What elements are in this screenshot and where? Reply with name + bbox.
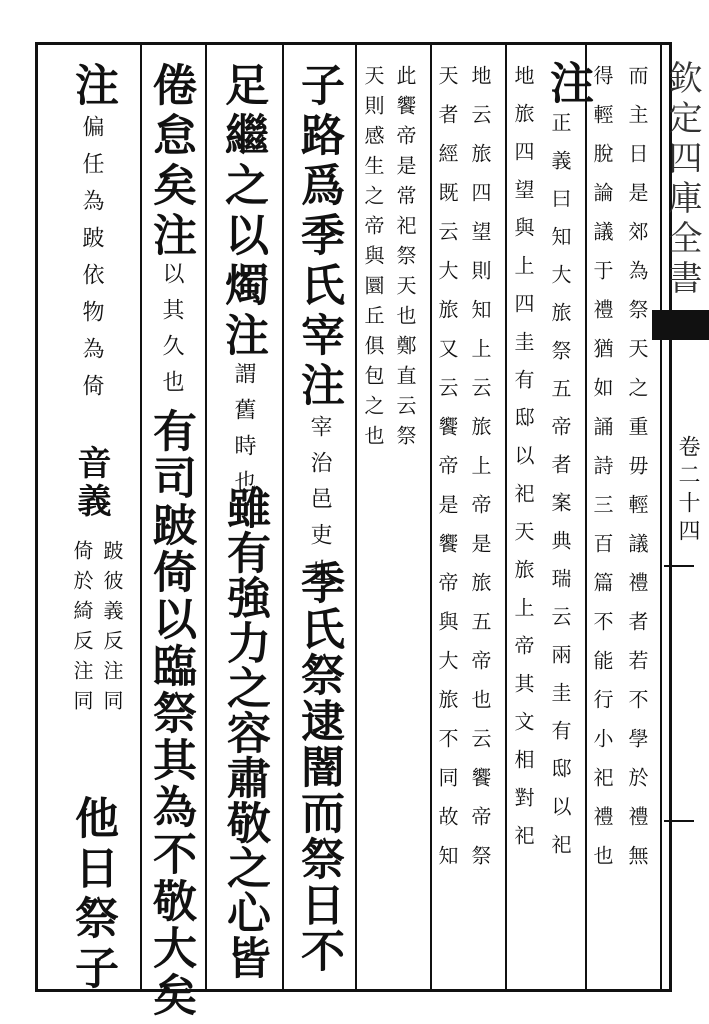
fishtail-band <box>652 310 709 340</box>
col1-yinyi: 音義 <box>71 445 111 521</box>
column-rule <box>505 45 507 990</box>
col2-main-a: 倦怠矣注 <box>145 62 196 262</box>
col6-note-b: 天者經既云大旅又云饗帝是饗帝與大旅不同故知 <box>435 65 459 884</box>
column-rule <box>282 45 284 990</box>
col2-main-b: 有司跛倚以臨祭其為不敬大矣 <box>145 408 196 1019</box>
col4-note: 宰治邑吏也 <box>307 415 332 595</box>
col3-note: 謂舊時也 <box>231 362 256 506</box>
book-title: 欽定四庫全書 <box>662 60 702 300</box>
col7-main: 注 <box>542 60 593 110</box>
col8-note-b: 得輕脫論議于禮猶如誦詩三百篇不能行小祀禮也 <box>590 65 614 884</box>
col4-main-a: 子路爲季氏宰注 <box>293 62 344 412</box>
column-rule <box>585 45 587 990</box>
col5-note-a: 此饗帝是常祀祭天也鄭直云祭 <box>393 65 417 455</box>
page-border <box>35 42 672 992</box>
col1-note-c: 倚於綺反注同 <box>70 540 94 720</box>
edge-mark <box>664 565 694 567</box>
col5-note-b: 天則感生之帝與圜丘俱包之也 <box>361 65 385 455</box>
col6-note-a: 地云旅四望則知上云旅上帝是旅五帝也云饗帝祭 <box>468 65 492 884</box>
column-rule <box>355 45 357 990</box>
juan-label: 卷二十四 <box>675 435 700 547</box>
column-rule <box>140 45 142 990</box>
col1-note-a: 偏任為跛依物為倚 <box>79 115 104 411</box>
col3-main-a: 足繼之以燭注 <box>217 62 268 362</box>
col7-note-b: 地旅四望與上四圭有邸以祀天旅上帝其文相對祀 <box>511 65 535 863</box>
col1-tail: 他日祭子 <box>67 795 118 995</box>
column-rule <box>430 45 432 990</box>
col4-main-b: 季氏祭逮闇而祭日不 <box>293 560 344 974</box>
col1-note-b: 跛彼義反注同 <box>100 540 124 720</box>
col1-main: 注 <box>67 62 118 112</box>
col3-main-b: 雖有強力之容肅敬之心皆 <box>219 485 270 980</box>
column-rule <box>205 45 207 990</box>
col2-note: 以其久也 <box>159 262 184 406</box>
col7-note-a: 正義曰知大旅祭五帝者案典瑞云兩圭有邸以祀 <box>548 112 572 872</box>
edge-mark <box>664 820 694 822</box>
col8-note-a: 而主日是郊為祭天之重毋輕議禮者若不學於禮無 <box>625 65 649 884</box>
